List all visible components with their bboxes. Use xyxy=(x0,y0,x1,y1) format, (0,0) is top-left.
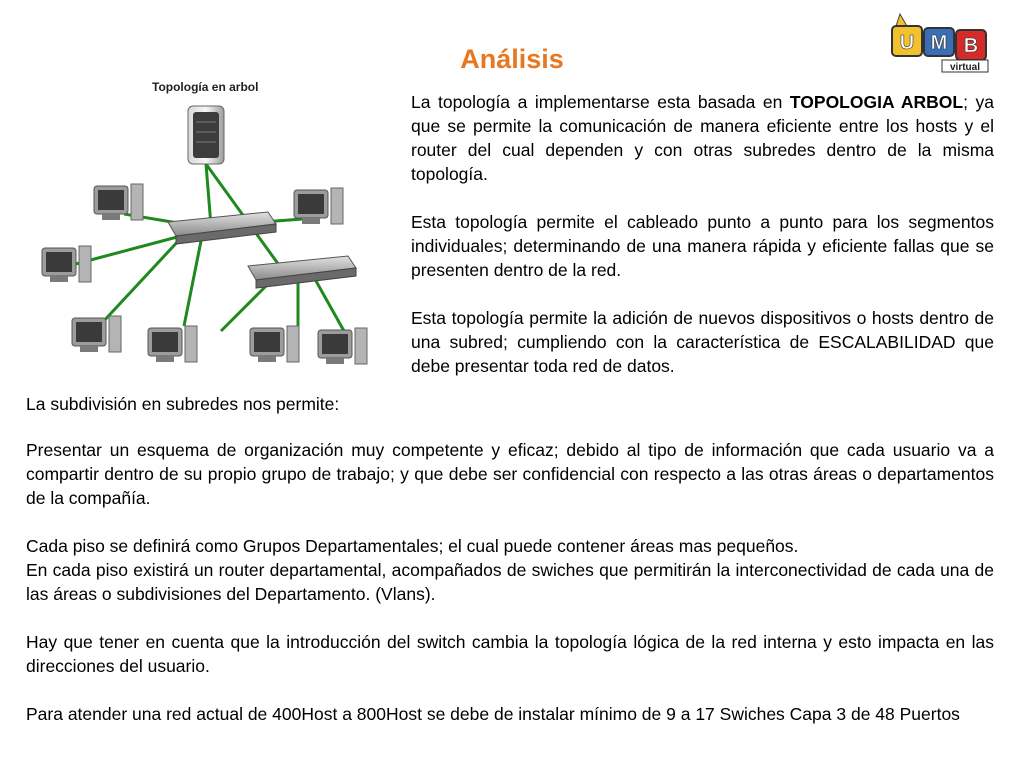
paragraph-point-to-point: Esta topología permite el cableado punto a punto para los segmentos individuales; determinando de una manera rápida y eficiente fallas que se presenten dentro de la red. xyxy=(411,212,994,280)
slide-title: Análisis xyxy=(460,44,564,74)
computer-icon-7 xyxy=(318,328,367,364)
logo-letter-u: U xyxy=(899,32,915,54)
paragraph-switch-topology: Hay que tener en cuenta que la introducción del switch cambia la topología lógica de la red interna y esto impacta en las direcciones del usuario. xyxy=(26,632,994,676)
paragraph-floor-groups: Cada piso se definirá como Grupos Departamentales; el cual puede contener áreas mas pequeños. xyxy=(26,536,799,556)
subdivision-heading: La subdivisión en subredes nos permite: xyxy=(26,394,340,414)
computer-icon-1 xyxy=(94,184,143,220)
umb-virtual-logo xyxy=(886,10,996,76)
computer-icon-3 xyxy=(42,246,91,282)
switch-icon-right xyxy=(248,256,356,288)
server-tower-icon xyxy=(188,106,224,164)
paragraph-scalability: Esta topología permite la adición de nuevos dispositivos o hosts dentro de una subred; cumpliendo con la característica de ESCALABILIDAD que debe presentar toda red de datos. xyxy=(411,308,994,376)
paragraph-organization: Presentar un esquema de organización muy competente y eficaz; debido al tipo de información que cada usuario va a compartir dentro de su propio grupo de trabajo; y que debe ser confidencial con respecto a las otras áreas o departamentos de la compañía. xyxy=(26,440,994,508)
logo-letter-b: B xyxy=(963,35,979,57)
tree-topology-illustration xyxy=(36,76,382,388)
logo-letter-m: M xyxy=(930,32,948,54)
paragraph-floor-router: En cada piso existirá un router departamental, acompañados de swiches que permitirán la interconectividad de cada una de las áreas o subdivisiones del Departamento. (Vlans). xyxy=(26,560,994,604)
paragraph-host-requirements: Para atender una red actual de 400Host a 800Host se debe de instalar mínimo de 9 a 17 Swiches Capa 3 de 48 Puertos xyxy=(26,704,960,724)
computer-icon-4 xyxy=(72,316,121,352)
paragraph-topology-tree xyxy=(411,90,994,186)
paragraph-topology-tree-part2: ; ya que se permite la comunicación de manera eficiente entre los hosts y el router del cual dependen y con otras subredes dentro de la misma topología. xyxy=(411,92,994,184)
paragraph-topology-tree-emphasis: TOPOLOGIA ARBOL xyxy=(789,92,964,112)
tree-topology-diagram xyxy=(36,76,382,388)
diagram-caption: Topología en arbol xyxy=(152,80,259,94)
computer-icon-6 xyxy=(250,326,299,362)
logo-subtitle: virtual xyxy=(949,62,981,73)
computer-icon-5 xyxy=(148,326,197,362)
paragraph-topology-tree-part1: La topología a implementarse esta basada en xyxy=(411,92,790,112)
